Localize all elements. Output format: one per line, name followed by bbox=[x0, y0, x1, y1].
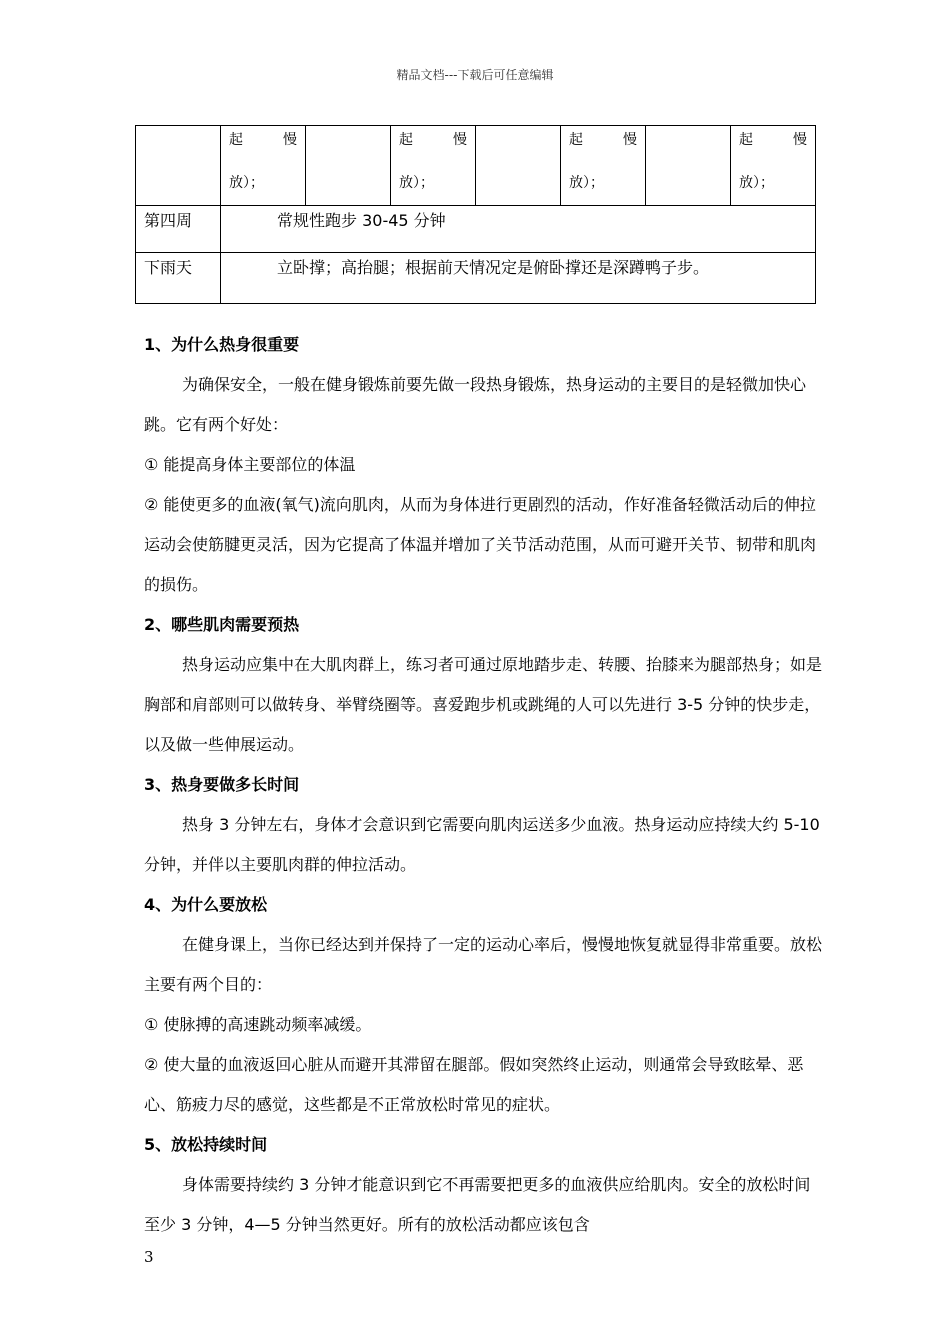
document-body bbox=[144, 325, 824, 1245]
row-label-rainy-day: 下雨天 bbox=[136, 253, 221, 304]
paragraph: 在健身课上，当你已经达到并保持了一定的运动心率后，慢慢地恢复就显得非常重要。放松主要有两个目的： bbox=[144, 935, 823, 994]
section-heading: 4、为什么要放松 bbox=[144, 895, 268, 914]
row-content-week4: 常规性跑步 30-45 分钟 bbox=[221, 206, 816, 253]
training-plan-table bbox=[135, 125, 816, 304]
cell-text: 起 bbox=[399, 132, 413, 148]
table-cell-continued bbox=[731, 126, 816, 206]
paragraph: 身体需要持续约 3 分钟才能意识到它不再需要把更多的血液供应给肌肉。安全的放松时间至少 3 分钟，4—5 分钟当然更好。所有的放松活动都应该包含 bbox=[144, 1175, 811, 1234]
paragraph: 热身运动应集中在大肌肉群上，练习者可通过原地踏步走、转腰、抬膝来为腿部热身；如是胸部和肩部则可以做转身、举臂绕圈等。喜爱跑步机或跳绳的人可以先进行 3-5 分钟的快步走，以及做一些伸展运动。 bbox=[144, 655, 823, 754]
cell-text: 起 bbox=[229, 132, 243, 148]
list-item: ② 能使更多的血液(氧气)流向肌肉，从而为身体进行更剧烈的活动，作好准备轻微活动后的伸拉运动会使筋腱更灵活，因为它提高了体温并增加了关节活动范围，从而可避开关节、韧带和肌肉的损伤。 bbox=[144, 495, 817, 594]
list-item: ① 使脉搏的高速跳动频率减缓。 bbox=[144, 1015, 372, 1034]
table-row-rainy-day bbox=[136, 253, 816, 304]
table-cell-empty bbox=[306, 126, 391, 206]
section-heading: 3、热身要做多长时间 bbox=[144, 775, 300, 794]
cell-text: 放）； bbox=[569, 175, 604, 191]
paragraph: 为确保安全，一般在健身锻炼前要先做一段热身锻炼，热身运动的主要目的是轻微加快心跳。它有两个好处： bbox=[144, 375, 807, 434]
table-row-week4 bbox=[136, 206, 816, 253]
section-heading: 5、放松持续时间 bbox=[144, 1135, 268, 1154]
document-header-note: 精品文档---下载后可任意编辑 bbox=[396, 68, 554, 82]
table-cell-continued bbox=[561, 126, 646, 206]
cell-text: 慢 bbox=[623, 132, 637, 148]
table-cell-continued bbox=[221, 126, 306, 206]
row-content-rainy-day: 立卧撑；高抬腿；根据前天情况定是俯卧撑还是深蹲鸭子步。 bbox=[221, 253, 816, 304]
table-cell-empty bbox=[646, 126, 731, 206]
cell-text: 放）； bbox=[229, 175, 264, 191]
page-number: 3 bbox=[144, 1248, 154, 1266]
table-cell-continued bbox=[391, 126, 476, 206]
list-item: ① 能提高身体主要部位的体温 bbox=[144, 455, 356, 474]
cell-text: 慢 bbox=[283, 132, 297, 148]
cell-text: 放）； bbox=[399, 175, 434, 191]
table-cell-empty bbox=[136, 126, 221, 206]
cell-text: 起 bbox=[739, 132, 753, 148]
cell-text: 慢 bbox=[793, 132, 807, 148]
cell-text: 慢 bbox=[453, 132, 467, 148]
table-cell-empty bbox=[476, 126, 561, 206]
list-item: ② 使大量的血液返回心脏从而避开其滞留在腿部。假如突然终止运动，则通常会导致眩晕、恶心、筋疲力尽的感觉，这些都是不正常放松时常见的症状。 bbox=[144, 1055, 804, 1114]
paragraph: 热身 3 分钟左右，身体才会意识到它需要向肌肉运送多少血液。热身运动应持续大约 5-10 分钟，并伴以主要肌肉群的伸拉活动。 bbox=[144, 815, 820, 874]
row-label-week4: 第四周 bbox=[136, 206, 221, 253]
section-heading: 1、为什么热身很重要 bbox=[144, 335, 300, 354]
table-row-continued bbox=[136, 126, 816, 206]
cell-text: 起 bbox=[569, 132, 583, 148]
section-heading: 2、哪些肌肉需要预热 bbox=[144, 615, 300, 634]
cell-text: 放）； bbox=[739, 175, 774, 191]
